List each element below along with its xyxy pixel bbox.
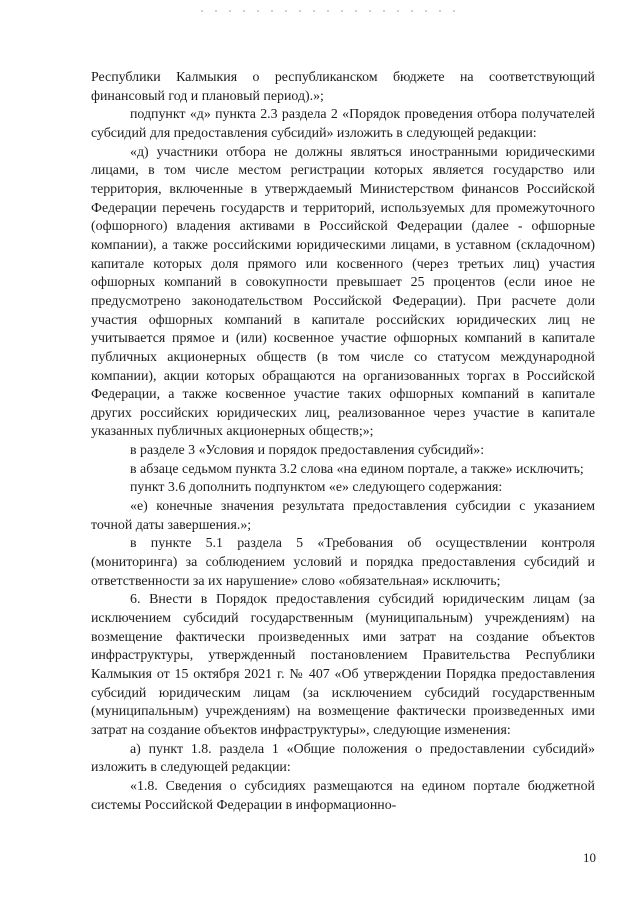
- paragraph-7: «е) конечные значения результата предоставления субсидии с указанием точной даты завершения.»;: [91, 499, 595, 533]
- paragraph-11: «1.8. Сведения о субсидиях размещаются на едином портале бюджетной системы Российской Федерации в информационно-: [91, 778, 595, 813]
- scan-artifact-dots: [195, 8, 455, 14]
- document-body: [91, 69, 595, 815]
- page-number: 10: [583, 850, 596, 865]
- paragraph-8: в пункте 5.1 раздела 5 «Требования об осуществлении контроля (мониторинга) за соблюдением условий и порядка предоставления субсидий и ответственности за их нарушение» слово «обязательная» исключить;: [91, 536, 595, 589]
- paragraph-1: Республики Калмыкия о республиканском бюджете на соответствующий финансовый год и плановый период).»;: [91, 70, 595, 104]
- paragraph-4: в разделе 3 «Условия и порядок предоставления субсидий»:: [130, 443, 485, 459]
- paragraph-10: а) пункт 1.8. раздела 1 «Общие положения о предоставлении субсидий» изложить в следующей редакции:: [91, 741, 595, 776]
- paragraph-3: «д) участники отбора не должны являться иностранными юридическими лицами, в том числе местом регистрации которых является государство или территория, включенные в утверждаемый Министерством финансов Российской Федерации перечень государств и территорий, используемых для промежуточного (офшорного) владения активами в Российской Федерации (далее - офшорные компании), а также российскими юридическими лицами, в уставном (складочном) капитале которых доля прямого или косвенного (через третьих лиц) участия офшорных компаний в совокупности превышает 25 процентов (если иное не предусмотрено законодательством Российской Федерации). При расчете доли участия офшорных компаний в капитале российских юридических лиц не учитывается прямое и (или) косвенное участие офшорных компаний в капитале публичных акционерных обществ (в том числе со статусом международной компании), акции которых обращаются на организованных торгах в Российской Федерации, а также косвенное участие таких офшорных компаний в капитале других российских юридических лиц, реализованное через участие в капитале указанных публичных акционерных обществ;»;: [91, 144, 595, 440]
- paragraph-6: пункт 3.6 дополнить подпунктом «е» следующего содержания:: [130, 480, 503, 496]
- paragraph-2: подпункт «д» пункта 2.3 раздела 2 «Порядок проведения отбора получателей субсидий для предоставления субсидий» изложить в следующей редакции:: [91, 107, 595, 141]
- paragraph-5: в абзаце седьмом пункта 3.2 слова «на едином портале, а также» исключить;: [130, 461, 584, 477]
- paragraph-9: 6. Внести в Порядок предоставления субсидий юридическим лицам (за исключением субсидий государственным (муниципальным) учреждениям) на возмещение фактически произведенных ими затрат на создание объектов инфраструктуры, утвержденный постановлением Правительства Республики Калмыкия от 15 октября 2021 г. № 407 «Об утверждении Порядка предоставления субсидий юридическим лицам (за исключением субсидий государственным (муниципальным) учреждениям) на возмещение фактически произведенных ими затрат на создание объектов инфраструктуры», следующие изменения:: [91, 592, 595, 738]
